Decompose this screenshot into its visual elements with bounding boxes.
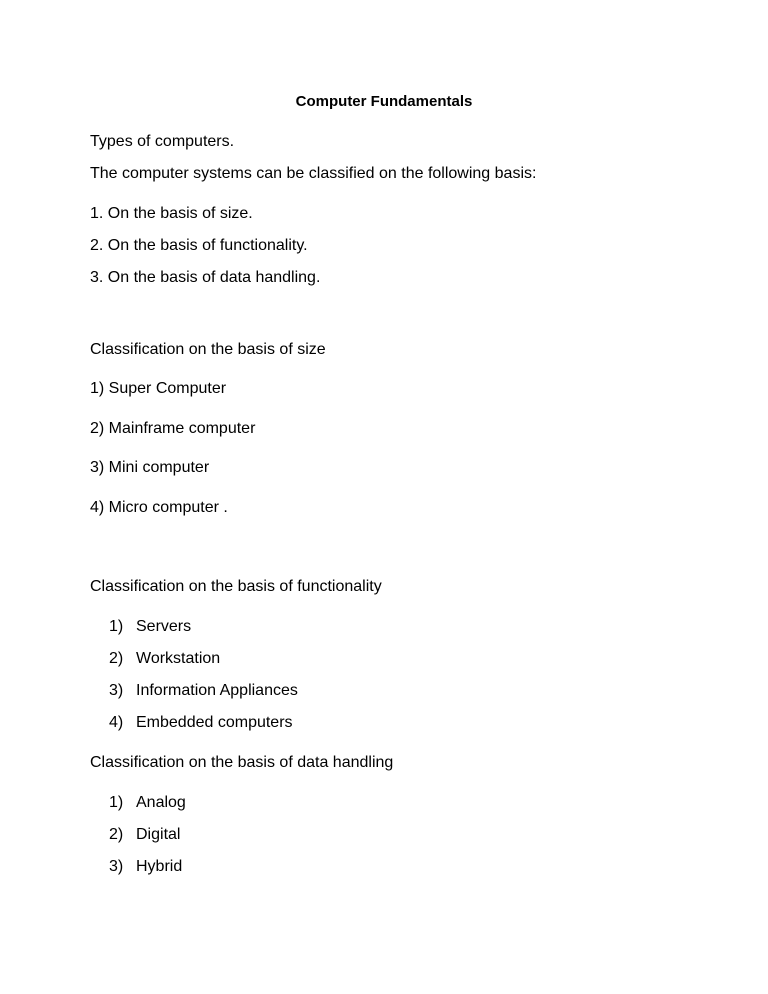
list-number: 4) — [109, 714, 124, 731]
basis-list-item: 1. On the basis of size. — [90, 205, 253, 222]
list-number: 3) — [109, 858, 124, 875]
data-handling-section-heading: Classification on the basis of data handling — [90, 754, 394, 771]
list-text: Analog — [136, 794, 186, 811]
intro-heading: Types of computers. — [90, 133, 235, 150]
list-number: 1) — [109, 618, 124, 635]
data-handling-list-item — [109, 857, 182, 877]
list-text: Embedded computers — [136, 714, 293, 731]
basis-list-item: 2. On the basis of functionality. — [90, 237, 308, 254]
list-number: 3) — [109, 682, 124, 699]
functionality-list-item — [109, 713, 293, 733]
list-text: Servers — [136, 618, 192, 635]
size-section-heading: Classification on the basis of size — [90, 341, 326, 358]
list-text: Digital — [136, 826, 181, 843]
functionality-list-item — [109, 649, 220, 669]
list-number: 2) — [109, 650, 124, 667]
size-list-item: 1) Super Computer — [90, 380, 227, 397]
data-handling-list-item — [109, 825, 180, 845]
list-text: Hybrid — [136, 858, 183, 875]
functionality-list-item — [109, 681, 298, 701]
functionality-section-heading: Classification on the basis of functionality — [90, 578, 382, 595]
intro-sentence: The computer systems can be classified on the following basis: — [90, 165, 537, 182]
size-list-item: 4) Micro computer . — [90, 499, 228, 516]
functionality-list-item — [109, 617, 191, 637]
basis-list-item: 3. On the basis of data handling. — [90, 269, 321, 286]
list-number: 2) — [109, 826, 124, 843]
data-handling-list-item — [109, 793, 186, 813]
document-title: Computer Fundamentals — [295, 93, 473, 110]
list-text: Information Appliances — [136, 682, 298, 699]
size-list-item: 2) Mainframe computer — [90, 420, 256, 437]
list-text: Workstation — [136, 650, 221, 667]
size-list-item: 3) Mini computer — [90, 459, 210, 476]
list-number: 1) — [109, 794, 124, 811]
